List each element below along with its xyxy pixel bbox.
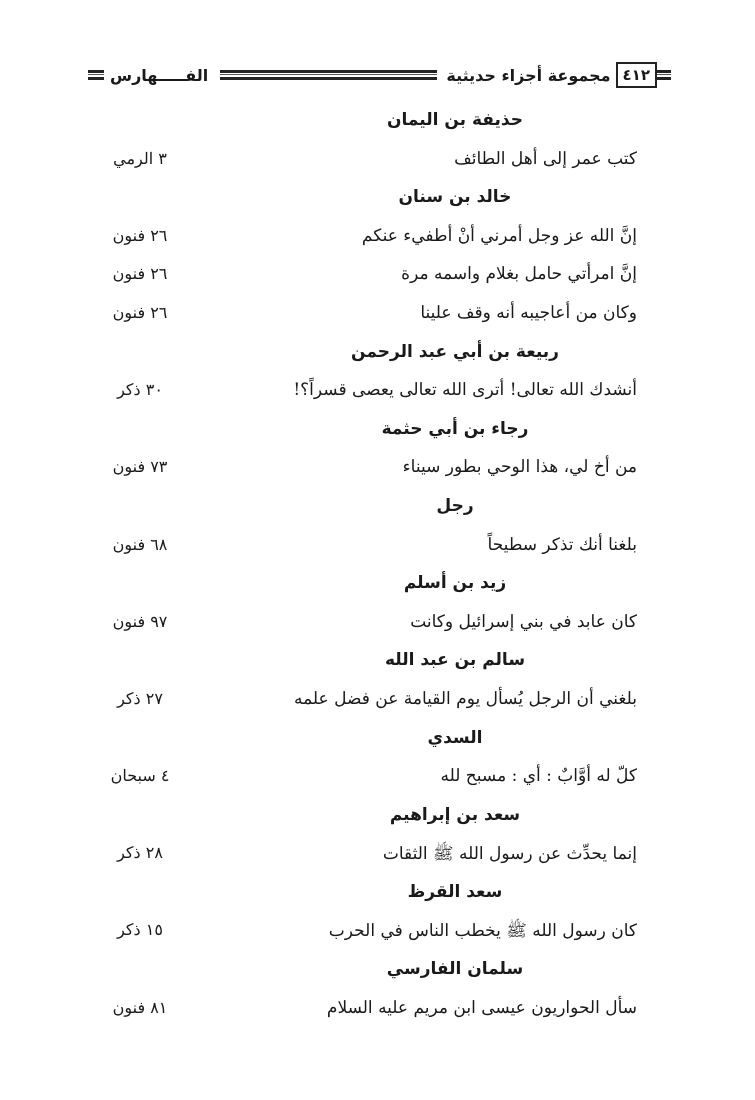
narrator-name: رجاء بن أبي حثمة bbox=[381, 418, 529, 439]
narrator-name: سلمان الفارسي bbox=[386, 959, 524, 980]
narrator-name: السدي bbox=[427, 727, 483, 748]
hadith-entry-row bbox=[0, 451, 755, 490]
hadith-entry-row bbox=[0, 837, 755, 876]
narrator-name: خالد بن سنان bbox=[398, 187, 512, 208]
narrator-name: زيد بن أسلم bbox=[403, 573, 507, 594]
narrator-name: سالم بن عبد الله bbox=[384, 650, 526, 671]
hadith-reference: ١٥ ذكر bbox=[117, 920, 163, 940]
hadith-reference: ٦٨ فنون bbox=[112, 534, 168, 554]
hadith-entry-row bbox=[0, 220, 755, 259]
hadith-reference: ٨١ فنون bbox=[112, 997, 168, 1017]
hadith-text: إنَّ امرأتي حامل بغلام واسمه مرة bbox=[401, 264, 637, 285]
hadith-entry-row bbox=[0, 683, 755, 722]
hadith-entry-row bbox=[0, 529, 755, 568]
narrator-heading-row bbox=[0, 336, 755, 375]
hadith-text: من أخ لي، هذا الوحي بطور سيناء bbox=[402, 457, 637, 478]
hadith-entry-row bbox=[0, 297, 755, 336]
hadith-text: وكان من أعاجيبه أنه وقف علينا bbox=[420, 302, 637, 323]
hadith-reference: ٢٨ ذكر bbox=[117, 843, 163, 863]
hadith-entry-row bbox=[0, 606, 755, 645]
hadith-reference: ٣٠ ذكر bbox=[117, 380, 163, 400]
hadith-entry-row bbox=[0, 992, 755, 1031]
hadith-text: كان عابد في بني إسرائيل وكانت bbox=[410, 611, 637, 632]
hadith-text: بلغنا أنك تذكر سطيحاً bbox=[487, 534, 637, 555]
hadith-text: سأل الحواريون عيسى ابن مريم عليه السلام bbox=[326, 997, 637, 1018]
narrator-name: ربيعة بن أبي عبد الرحمن bbox=[351, 341, 559, 362]
hadith-reference: ٣ الرمي bbox=[113, 148, 167, 168]
narrator-heading-row bbox=[0, 104, 755, 143]
hadith-reference: ٢٦ فنون bbox=[112, 302, 168, 322]
page-number: ٤١٢ bbox=[616, 62, 657, 88]
narrator-name: حذيفة بن اليمان bbox=[387, 110, 523, 130]
hadith-reference: ٢٦ فنون bbox=[112, 225, 168, 245]
header-rule-middle bbox=[220, 70, 437, 80]
hadith-text: إنَّ الله عز وجل أمرني أنْ أطفيء عنكم bbox=[361, 225, 637, 246]
narrator-heading-row bbox=[0, 413, 755, 452]
hadith-entry-row bbox=[0, 258, 755, 297]
page-header bbox=[88, 58, 671, 92]
hadith-text: إنما يحدِّث عن رسول الله ﷺ الثقات bbox=[382, 844, 637, 865]
narrator-name: رجل bbox=[436, 495, 474, 516]
section-title: الفـــــهارس bbox=[110, 65, 209, 85]
narrator-heading-row bbox=[0, 953, 755, 992]
narrator-heading-row bbox=[0, 490, 755, 529]
hadith-reference: ٩٧ فنون bbox=[112, 611, 168, 631]
narrator-heading-row bbox=[0, 799, 755, 838]
narrator-heading-row bbox=[0, 181, 755, 220]
narrator-heading-row bbox=[0, 567, 755, 606]
hadith-text: كلّ له أوَّابٌ : أي : مسبح لله bbox=[440, 766, 637, 787]
index-entries bbox=[0, 104, 755, 1030]
hadith-reference: ٢٧ ذكر bbox=[117, 688, 163, 708]
hadith-entry-row bbox=[0, 914, 755, 953]
hadith-entry-row bbox=[0, 374, 755, 413]
header-rule-left bbox=[88, 70, 104, 80]
book-title: مجموعة أجزاء حديثية bbox=[446, 65, 611, 85]
header-rule-right bbox=[657, 70, 671, 80]
hadith-text: كتب عمر إلى أهل الطائف bbox=[454, 148, 637, 169]
hadith-reference: ٤ سبحان bbox=[110, 766, 170, 786]
hadith-reference: ٢٦ فنون bbox=[112, 264, 168, 284]
narrator-heading-row bbox=[0, 644, 755, 683]
hadith-entry-row bbox=[0, 143, 755, 182]
narrator-name: سعد القرظ bbox=[407, 881, 503, 902]
hadith-reference: ٧٣ فنون bbox=[112, 457, 168, 477]
hadith-text: بلغني أن الرجل يُسأل يوم القيامة عن فضل علمه bbox=[293, 688, 637, 709]
narrator-heading-row bbox=[0, 876, 755, 915]
hadith-text: أنشدك الله تعالى! أترى الله تعالى يعصى قسراً؟! bbox=[293, 380, 637, 401]
narrator-name: سعد بن إبراهيم bbox=[389, 804, 521, 825]
hadith-entry-row bbox=[0, 760, 755, 799]
hadith-text: كان رسول الله ﷺ يخطب الناس في الحرب bbox=[328, 921, 637, 942]
narrator-heading-row bbox=[0, 722, 755, 761]
